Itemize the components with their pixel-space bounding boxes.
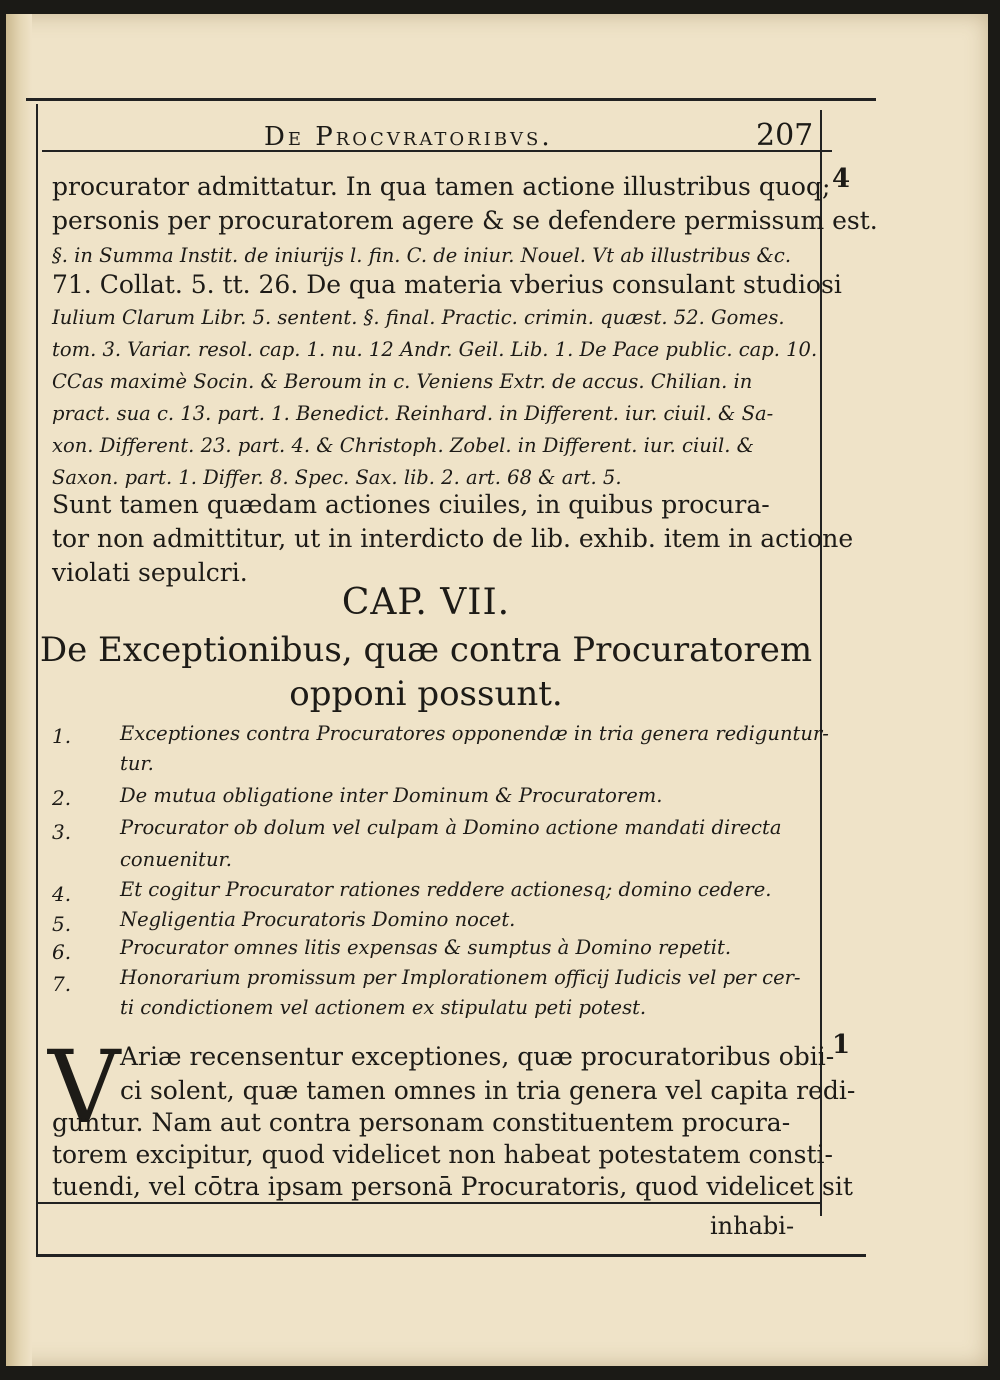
summary-text: ti condictionem vel actionem ex stipulatu peti potest. xyxy=(120,996,647,1019)
margin-note-1: 1 xyxy=(832,1030,851,1060)
body-line: 71. Collat. 5. tt. 26. De qua materia vberius consulant studiosi xyxy=(52,270,842,299)
summary-text: Honorarium promissum per Implorationem officij Iudicis vel per cer- xyxy=(120,966,801,989)
running-title: De Procvratoribvs. xyxy=(264,122,553,152)
summary-text: Negligentia Procuratoris Domino nocet. xyxy=(120,908,516,931)
summary-number: 3. xyxy=(52,820,72,844)
summary-text: Exceptiones contra Procuratores opponendæ in tria genera rediguntur- xyxy=(120,722,829,745)
paragraph-line: tuendi, vel cōtra ipsam personā Procuratoris, quod videlicet sit xyxy=(52,1172,853,1201)
paragraph-line: guntur. Nam aut contra personam constituentem procura- xyxy=(52,1108,791,1137)
top-rule xyxy=(26,98,876,101)
summary-text: tur. xyxy=(120,752,154,775)
drop-cap: V xyxy=(48,1029,121,1146)
body-line-citation: tom. 3. Variar. resol. cap. 1. nu. 12 Andr. Geil. Lib. 1. De Pace public. cap. 10. xyxy=(52,338,818,361)
catchword: inhabi- xyxy=(710,1212,795,1240)
summary-text: Procurator ob dolum vel culpam à Domino actione mandati directa xyxy=(120,816,782,839)
body-line-citation: Saxon. part. 1. Differ. 8. Spec. Sax. lib. 2. art. 68 & art. 5. xyxy=(52,466,622,489)
body-line: procurator admittatur. In qua tamen actione illustribus quoq; xyxy=(52,172,831,201)
summary-number: 5. xyxy=(52,912,72,936)
body-line-citation: xon. Different. 23. part. 4. & Christoph. Zobel. in Different. iur. ciuil. & xyxy=(52,434,754,457)
summary-text: conuenitur. xyxy=(120,848,232,871)
summary-number: 7. xyxy=(52,972,72,996)
body-line: personis per procuratorem agere & se defendere permissum est. xyxy=(52,206,878,235)
paragraph-line: torem excipitur, quod videlicet non habeat potestatem consti- xyxy=(52,1140,833,1169)
page-number: 207 xyxy=(756,118,814,153)
body-line-citation: §. in Summa Instit. de iniurijs l. fin. C. de iniur. Nouel. Vt ab illustribus &c. xyxy=(52,244,792,267)
body-line-citation: CCas maximè Socin. & Beroum in c. Veniens Extr. de accus. Chilian. in xyxy=(52,370,753,393)
summary-text: Et cogitur Procurator rationes reddere actionesq; domino cedere. xyxy=(120,878,772,901)
margin-note-4: 4 xyxy=(832,164,851,194)
summary-number: 1. xyxy=(52,724,72,748)
body-line: tor non admittitur, ut in interdicto de lib. exhib. item in actione xyxy=(52,524,854,553)
paragraph-line: Ariæ recensentur exceptiones, quæ procuratoribus obii- xyxy=(120,1042,835,1071)
body-line-citation: Iulium Clarum Libr. 5. sentent. §. final. Practic. crimin. quæst. 52. Gomes. xyxy=(52,306,785,329)
body-line: Sunt tamen quædam actiones ciuiles, in quibus procura- xyxy=(52,490,770,519)
body-line: violati sepulcri. xyxy=(52,558,248,587)
summary-text: Procurator omnes litis expensas & sumptus à Domino repetit. xyxy=(120,936,732,959)
text-bottom-rule xyxy=(36,1202,822,1204)
paragraph-line: ci solent, quæ tamen omnes in tria genera vel capita redi- xyxy=(120,1076,856,1105)
chapter-number: CAP. VII. xyxy=(341,582,511,623)
book-page xyxy=(6,14,988,1366)
body-line-citation: pract. sua c. 13. part. 1. Benedict. Reinhard. in Different. iur. ciuil. & Sa- xyxy=(52,402,774,425)
summary-number: 2. xyxy=(52,786,72,810)
summary-number: 4. xyxy=(52,882,72,906)
chapter-title-line-2: opponi possunt. xyxy=(289,674,563,714)
summary-text: De mutua obligatione inter Dominum & Procuratorem. xyxy=(120,784,663,807)
bottom-rule xyxy=(36,1254,866,1257)
summary-number: 6. xyxy=(52,940,72,964)
chapter-title-line-1: De Exceptionibus, quæ contra Procuratorem xyxy=(39,630,813,670)
